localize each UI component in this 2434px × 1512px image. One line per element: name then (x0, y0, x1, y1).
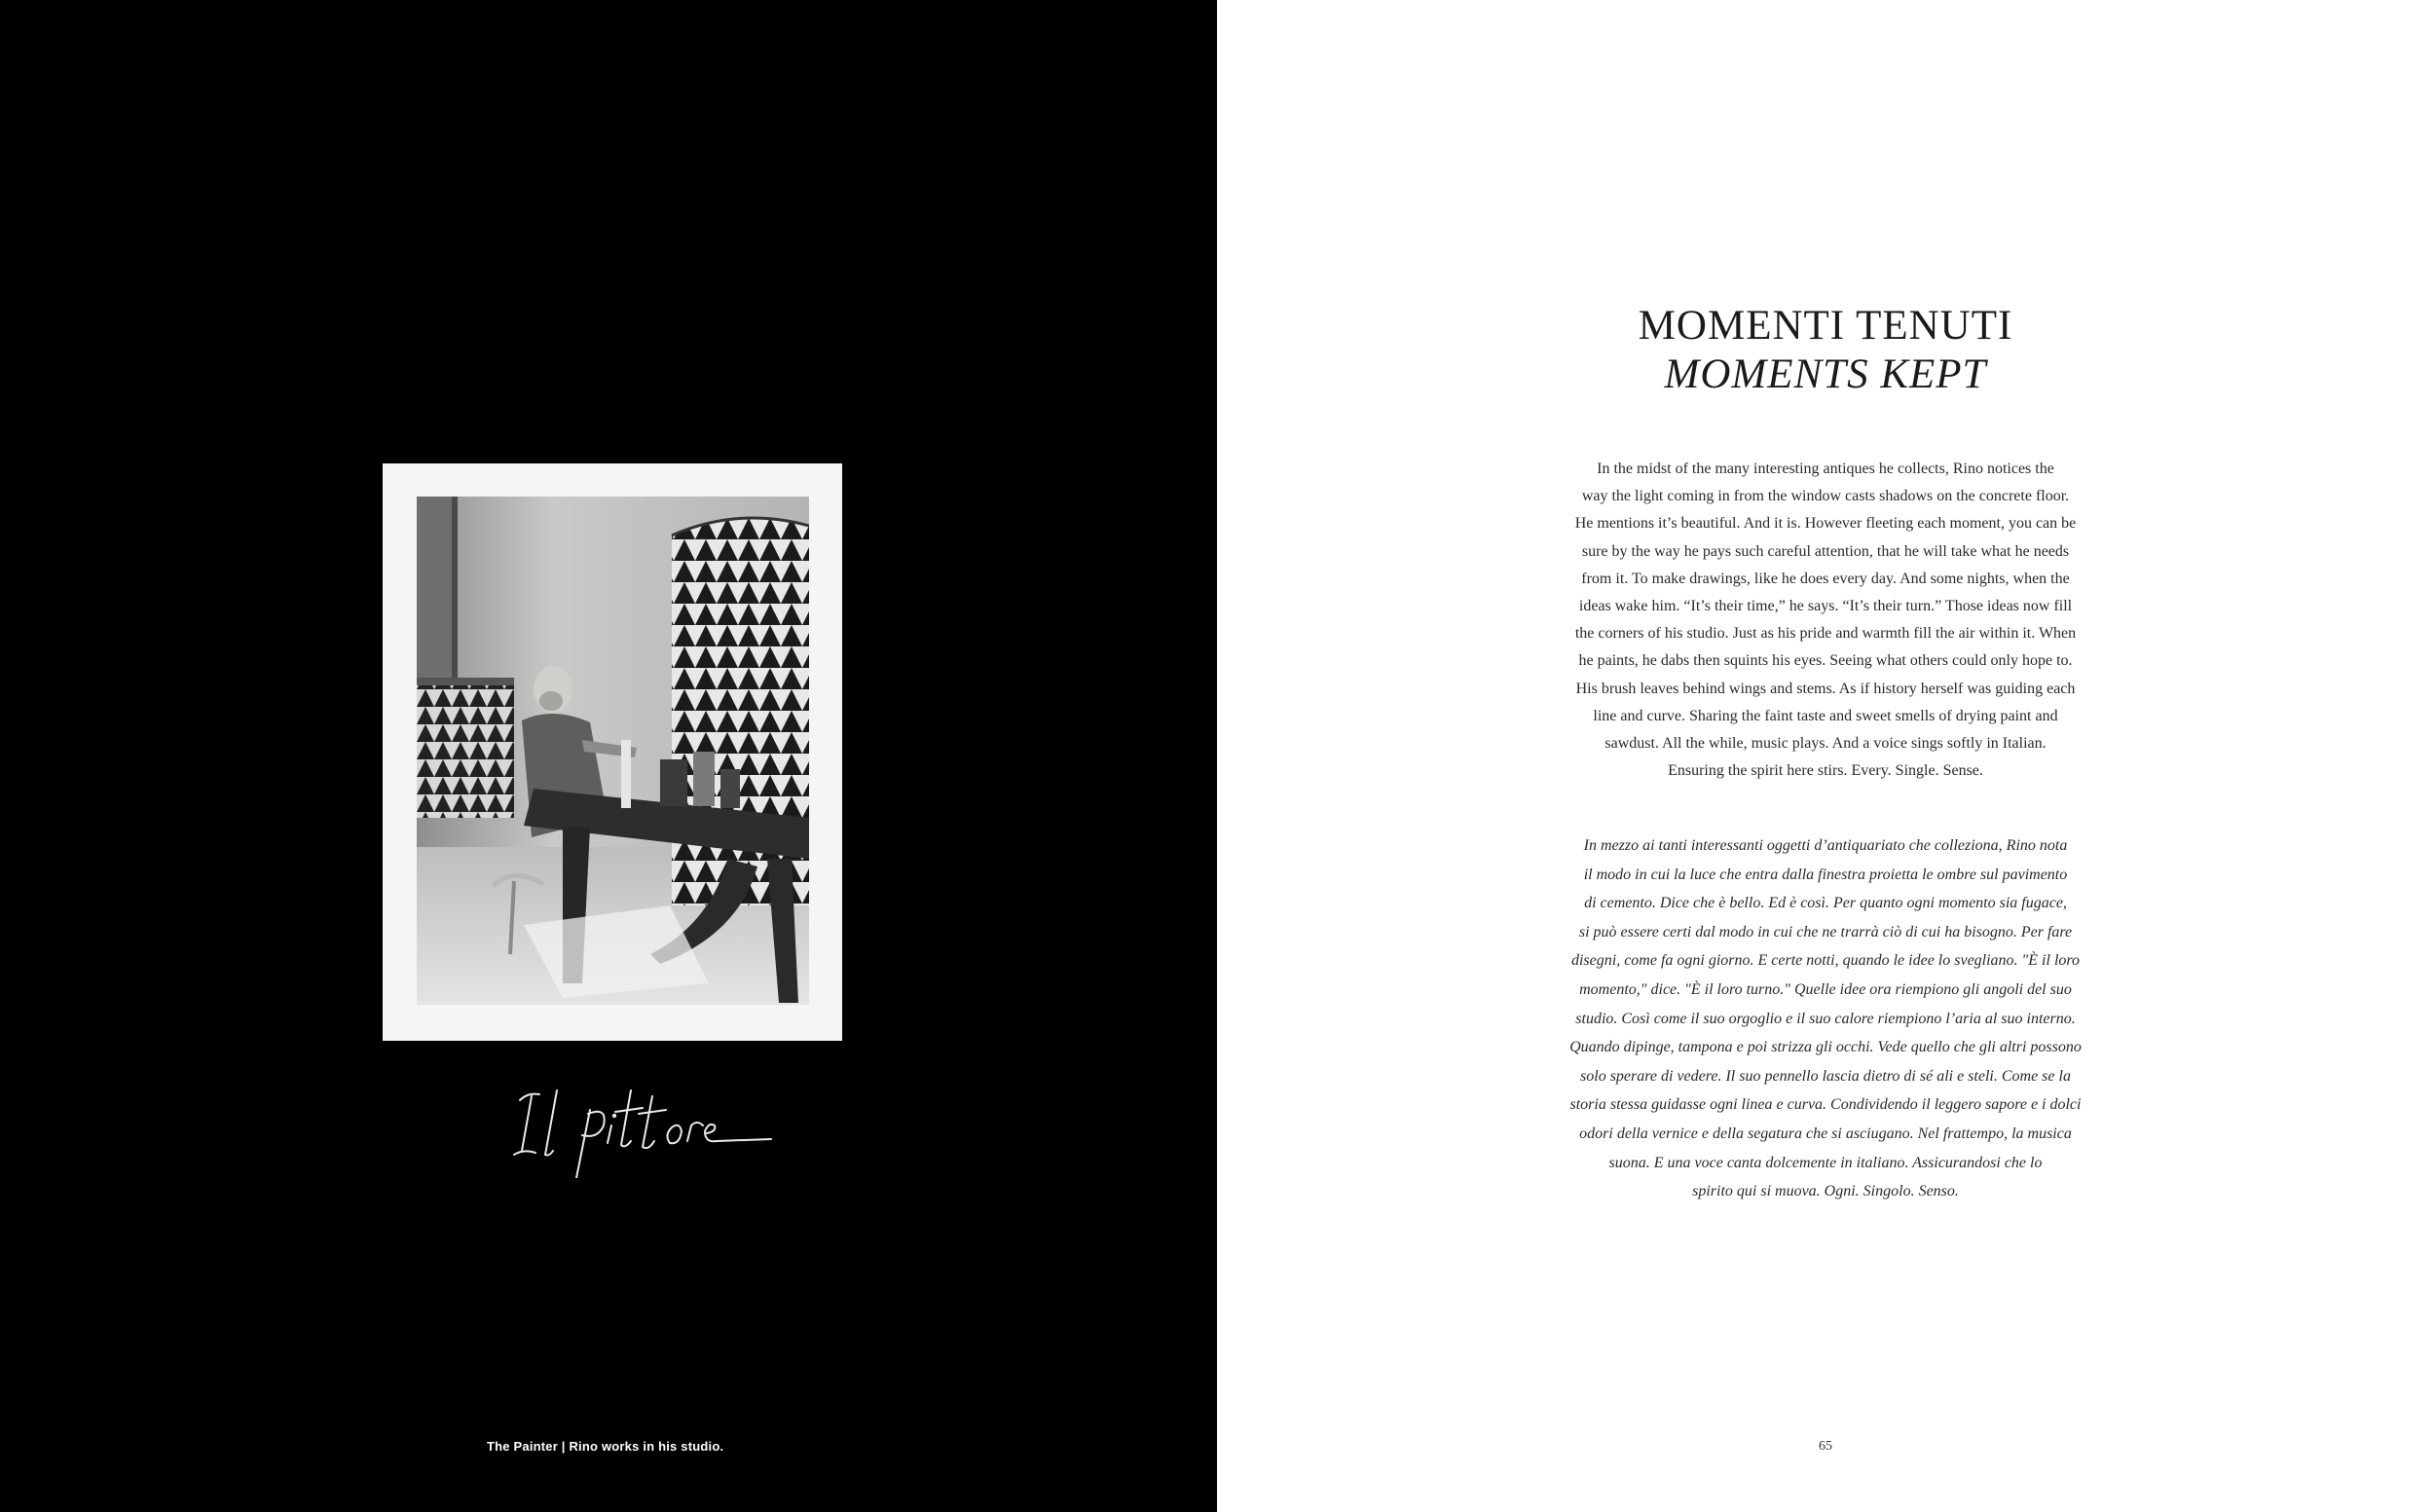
text-line: from it. To make drawings, like he does every day. And some nights, when the (1581, 570, 2070, 587)
text-line: odori della vernice e della segatura che si asciugano. Nel frattempo, la musica (1579, 1125, 2072, 1142)
text-line: sawdust. All the while, music plays. And a voice sings softly in Italian. (1604, 735, 2047, 753)
text-line: the corners of his studio. Just as his pride and warmth fill the air within it. When (1574, 625, 2077, 643)
text-line: disegni, come fa ogni giorno. E certe notti, quando le idee lo svegliano. "È il loro (1570, 952, 2081, 970)
text-line: He mentions it’s beautiful. And it is. However fleeting each moment, you can be (1574, 515, 2077, 533)
polaroid-photo (383, 463, 842, 1041)
text-line: momento," dice. "È il loro turno." Quelle idee ora riempiono gli angoli del suo (1579, 980, 2072, 998)
text-line: sure by the way he pays such careful attention, that he will take what he needs (1581, 542, 2070, 560)
studio-photo (417, 497, 809, 1005)
text-line: way the light coming in from the window casts shadows on the concrete floor. (1581, 488, 2070, 505)
text-line: In the midst of the many interesting antiques he collects, Rino notices the (1597, 461, 2054, 477)
text-line: ideas wake him. “It’s their time,” he says. “It’s their turn.” Those ideas now fill (1578, 598, 2073, 615)
text-line: si può essere certi dal modo in cui che ne trarrà ciò di cui ha bisogno. Per fare (1578, 923, 2073, 940)
text-line: il modo in cui la luce che entra dalla finestra proietta le ombre sul pavimento (1583, 866, 2068, 883)
text-line: he paints, he dabs then squints his eyes. Seeing what others could only hope to. (1578, 652, 2073, 670)
body-italian (1548, 831, 2103, 1206)
text-line: Quando dipinge, tampona e poi strizza gli occhi. Vede quello che gli altri possono (1569, 1039, 2082, 1056)
text-line: solo sperare di vedere. Il suo pennello lascia dietro di sé ali e steli. Come se la (1580, 1067, 2071, 1085)
page-number: 65 (1819, 1439, 1832, 1454)
text-line: suona. E una voce canta dolcemente in italiano. Assicurandosi che lo (1608, 1154, 2043, 1171)
title-italian: MOMENTI TENUTI (1638, 303, 2013, 349)
text-line: storia stessa guidasse ogni linea e curva. Condividendo il leggero sapore e i dolci (1569, 1096, 2082, 1114)
handwritten-title (506, 1071, 774, 1178)
text-line: spirito qui si muova. Ogni. Singolo. Senso. (1692, 1183, 1959, 1200)
text-line: studio. Così come il suo orgoglio e il suo calore riempiono l’aria al suo interno. (1575, 1010, 2076, 1027)
text-line: Ensuring the spirit here stirs. Every. Single. Sense. (1668, 762, 1983, 780)
text-line: di cemento. Dice che è bello. Ed è così. Per quanto ogni momento sia fugace, (1584, 895, 2067, 912)
right-page (1217, 0, 2434, 1512)
text-line: His brush leaves behind wings and stems. As if history herself was guiding each (1575, 680, 2076, 697)
title-english: MOMENTS KEPT (1664, 351, 1987, 397)
body-english (1548, 456, 2103, 785)
photo-caption: The Painter | Rino works in his studio. (487, 1439, 724, 1454)
text-line: line and curve. Sharing the faint taste and sweet smells of drying paint and (1593, 707, 2058, 724)
text-line: In mezzo ai tanti interessanti oggetti d’antiquariato che colleziona, Rino nota (1583, 837, 2068, 854)
